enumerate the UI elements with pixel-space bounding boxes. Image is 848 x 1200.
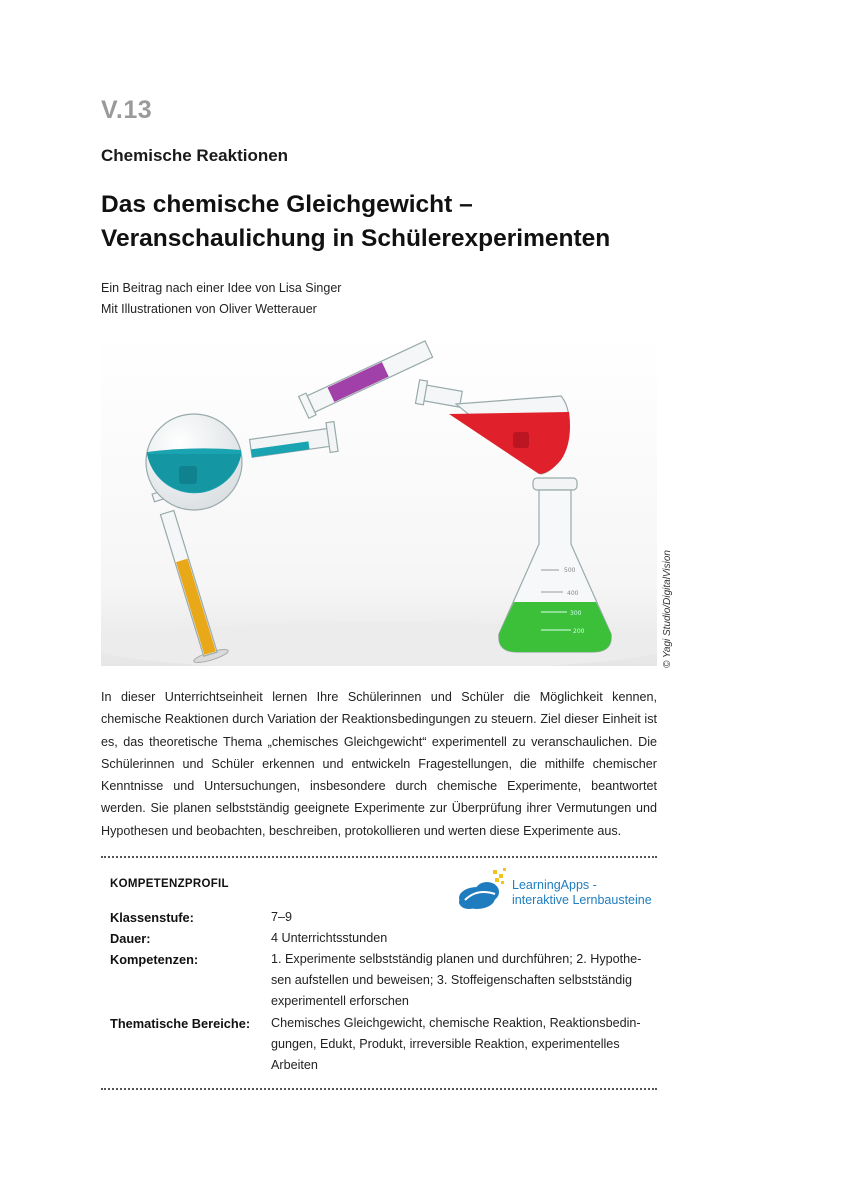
learningapps-logo[interactable] bbox=[455, 866, 665, 916]
credit-illustrations: Mit Illustrationen von Oliver Wetterauer bbox=[101, 302, 317, 316]
page-title bbox=[101, 188, 701, 256]
intro-paragraph: In dieser Unterrichtseinheit lernen Ihre Schülerinnen und Schüler die Möglichkeit kennen, chemische Reaktionen durch Variation der Reaktionsbedingungen zu steuern. Ziel dieser Einheit ist es, das theoretische Thema „chemisches Gleichgewicht“ experimentell zu veranschaulichen. Die Schülerinnen und Schüler erkennen und entwickeln Fragestellungen, die mithilfe chemischer Kenntnisse und Untersuchungen, insbesondere durch chemische Experimente, beantwortet werden. Sie planen selbstständig geeignete Experimente zur Überprüfung ihrer Vermutungen und Hypothesen und beobachten, beschreiben, protokollieren und werten diese Experimente aus. bbox=[101, 690, 657, 838]
label-klassenstufe: Klassenstufe: bbox=[110, 910, 194, 925]
chapter-code: V.13 bbox=[101, 96, 153, 124]
flask-mark-400: 400 bbox=[567, 590, 579, 597]
cloud-icon bbox=[455, 866, 515, 916]
value-dauer: 4 Unterrichtsstunden bbox=[271, 931, 388, 945]
image-copyright: © Yagi Studio/DigitalVision bbox=[662, 550, 673, 668]
value-klassenstufe: 7–9 bbox=[271, 910, 293, 924]
flask-mark-300: 300 bbox=[570, 610, 582, 617]
flask-mark-500: 500 bbox=[564, 567, 576, 574]
divider-bottom bbox=[101, 1088, 657, 1090]
flask-mark-200: 200 bbox=[573, 628, 585, 635]
title-line-2: Veranschaulichung in Schülerexperimenten bbox=[101, 225, 611, 252]
value-kompetenzen: 1. Experimente selbstständig planen und durchführen; 2. Hypothe- sen aufstellen und beweisen; 3. Stoffeigenschaften selbstständig experimentell erforschen bbox=[271, 952, 642, 1008]
credit-idea: Ein Beitrag nach einer Idee von Lisa Singer bbox=[101, 281, 342, 295]
kompetenzprofil-heading: KOMPETENZPROFIL bbox=[110, 878, 229, 890]
label-kompetenzen: Kompetenzen: bbox=[110, 952, 199, 967]
learningapps-label: LearningApps - interaktive Lernbausteine bbox=[512, 878, 652, 907]
label-thematische-bereiche: Thematische Bereiche: bbox=[110, 1016, 251, 1031]
label-dauer: Dauer: bbox=[110, 931, 151, 946]
title-line-1: Das chemische Gleichgewicht – bbox=[101, 191, 473, 218]
lab-glassware-image bbox=[101, 334, 657, 666]
green-liquid bbox=[499, 602, 611, 652]
value-thematische-bereiche: Chemisches Gleichgewicht, chemische Reaktion, Reaktionsbedin- gungen, Edukt, Produkt, irreversible Reaktion, experimentelles Arbeiten bbox=[271, 1016, 641, 1072]
section-title: Chemische Reaktionen bbox=[101, 146, 289, 165]
divider-top bbox=[101, 856, 657, 858]
